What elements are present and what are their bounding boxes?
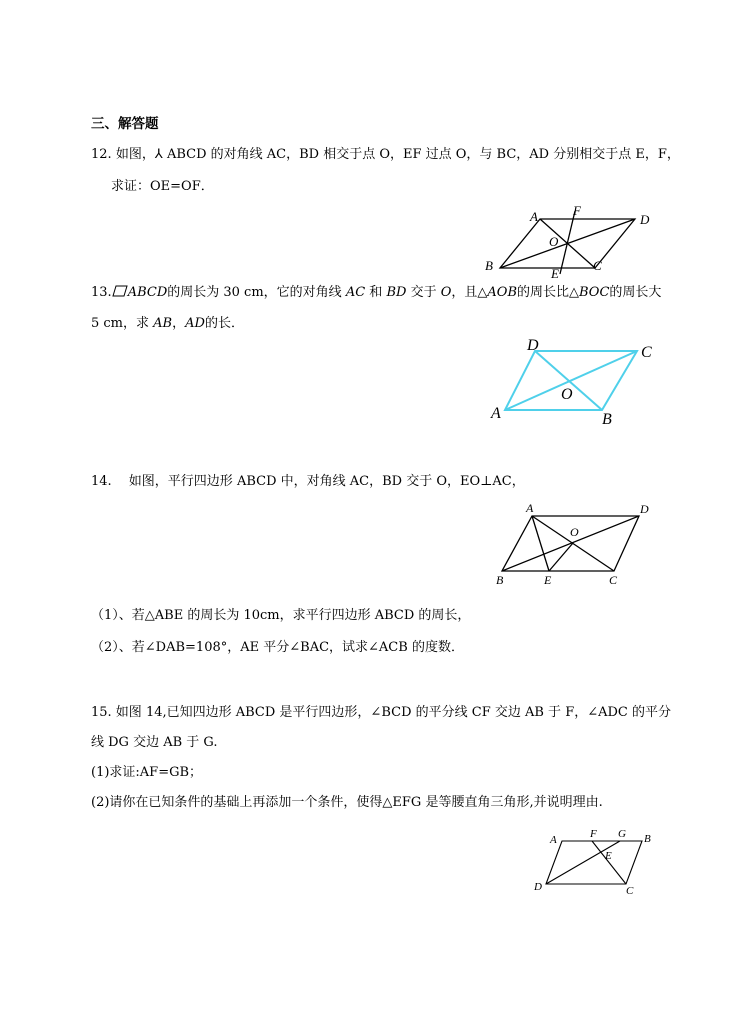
- q12-segment-ef: [560, 211, 575, 274]
- q15-figure: [534, 828, 664, 897]
- q13-t9: AOB: [487, 285, 518, 300]
- q14-line1: 14. 如图，平行四边形 ABCD 中，对角线 AC，BD 交于 O，EO⊥AC，: [91, 474, 525, 489]
- q15-label-a: A: [550, 834, 557, 846]
- q15-sub1: (1)求证:AF=GB；: [91, 765, 203, 780]
- q13-line2-c: ，: [172, 316, 186, 331]
- q12-label-a: A: [530, 209, 538, 224]
- q12-text-b: ABCD 的对角线 AC，BD 相交于点 O，EF 过点 O，与 BC，AD 分别相交于点 E，F，: [166, 147, 680, 162]
- q15-label-g: G: [618, 828, 626, 840]
- q13-label-d: D: [527, 337, 539, 354]
- q14-segment-ae: [532, 516, 549, 571]
- q14-sub1: （1）、若△ABE 的周长为 10cm，求平行四边形 ABCD 的周长，: [91, 608, 471, 623]
- q14-label-e: E: [544, 573, 552, 587]
- q15-parallelogram: [546, 841, 642, 884]
- parallelogram-icon: [112, 285, 128, 297]
- q13-t8: ，且△: [451, 285, 488, 300]
- q14-label-o: O: [570, 525, 579, 539]
- q13-t6: 交于: [410, 285, 437, 300]
- q14-label-b: B: [496, 573, 504, 587]
- q12-line2: 求证：OE=OF．: [111, 179, 214, 194]
- q12-figure: [485, 203, 665, 281]
- q12-label-d: D: [640, 212, 650, 227]
- q12-text-a: 如图，: [115, 147, 155, 162]
- q13-t2: 的周长为 30 cm，它的对角线: [167, 285, 342, 300]
- q12-label-f: F: [573, 203, 581, 218]
- q13-label-o: O: [561, 386, 573, 403]
- q14-label-c: C: [609, 573, 618, 587]
- q15-label-f: F: [590, 828, 597, 840]
- q15-line1: 15. 如图 14,已知四边形 ABCD 是平行四边形，∠BCD 的平分线 CF 交边 AB 于 F，∠ADC 的平分: [91, 705, 671, 720]
- parallelogram-symbol-icon: ⅄: [154, 147, 163, 162]
- q12-number: 12.: [91, 147, 112, 162]
- q15-label-b: B: [644, 833, 651, 845]
- q13-label-b: B: [602, 411, 612, 428]
- q13-t3: AC: [345, 285, 366, 300]
- q14-label-a: A: [526, 501, 534, 515]
- q13-t12: 的周长大: [609, 285, 662, 300]
- q13-t7: O: [440, 285, 452, 300]
- q15-label-d: D: [534, 881, 542, 893]
- q13-line2-b: AB: [153, 316, 173, 331]
- section-title: 三、解答题: [91, 116, 159, 132]
- q15-line2: 线 DG 交边 AB 于 G.: [91, 735, 218, 750]
- q13-line2-a: 5 cm，求: [91, 316, 150, 331]
- q12-label-b: B: [485, 258, 493, 273]
- q13-line2: [91, 316, 244, 332]
- q12-label-c: C: [593, 258, 602, 273]
- q13-t11: BOC: [579, 285, 610, 300]
- q13-line1: [91, 285, 661, 301]
- q13-t5: BD: [386, 285, 407, 300]
- q13-label-a: A: [491, 405, 501, 422]
- q14-sub2: （2）、若∠DAB=108°，AE 平分∠BAC，试求∠ACB 的度数．: [91, 640, 464, 655]
- q12-line1: [91, 147, 680, 163]
- q13-number: 13.: [91, 285, 112, 300]
- q15-label-c: C: [626, 885, 634, 897]
- q13-label-c: C: [641, 344, 652, 361]
- q15-sub2: (2)请你在已知条件的基础上再添加一个条件，使得△EFG 是等腰直角三角形,并说明理由.: [91, 795, 603, 810]
- q13-figure: [487, 337, 667, 428]
- q13-t1: ABCD: [127, 285, 168, 300]
- q13-t10: 的周长比△: [517, 285, 580, 300]
- q13-line2-e: 的长．: [204, 316, 244, 331]
- q12-label-o: O: [549, 234, 559, 249]
- q12-label-e: E: [551, 266, 559, 281]
- q14-label-d: D: [640, 502, 649, 516]
- q13-t4: 和: [369, 285, 383, 300]
- q14-figure: [494, 500, 659, 590]
- q15-label-e: E: [605, 850, 612, 862]
- q13-line2-d: AD: [185, 316, 205, 331]
